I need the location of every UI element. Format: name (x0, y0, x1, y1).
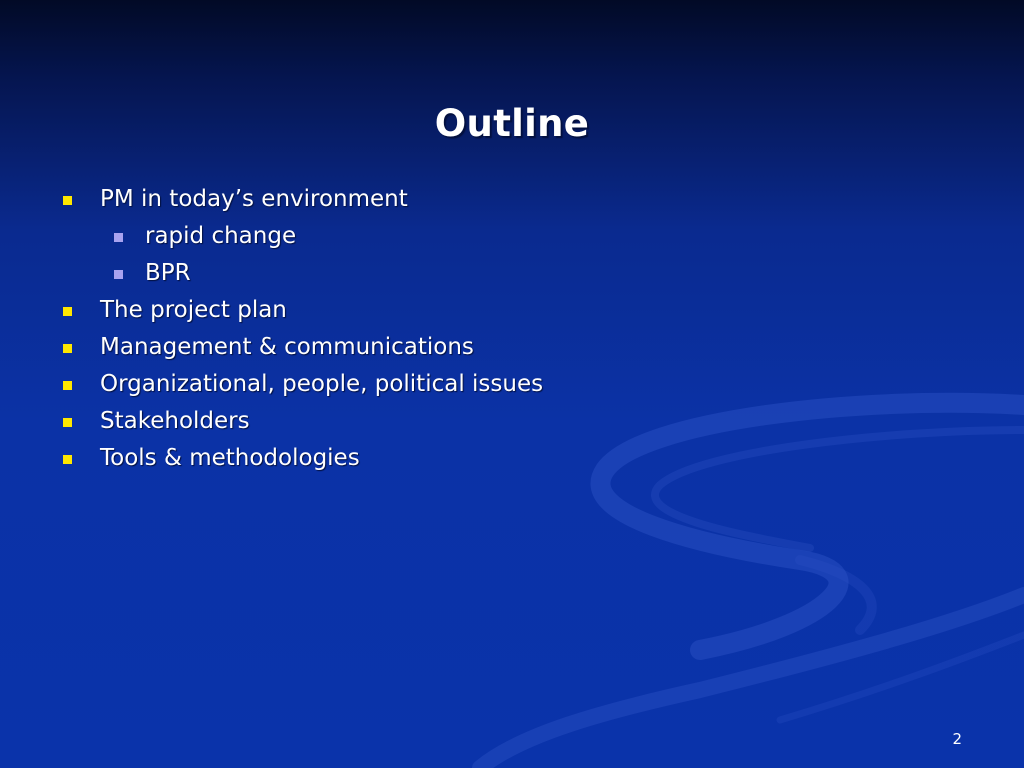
square-bullet-icon (63, 381, 72, 390)
list-item-text: Management & communications (100, 334, 474, 360)
list-item (0, 366, 1024, 403)
page-number: 2 (952, 730, 962, 748)
list-item-text: Tools & methodologies (100, 445, 360, 471)
square-bullet-icon (63, 196, 72, 205)
list-item-text: The project plan (100, 297, 287, 323)
slide-title: Outline (434, 102, 590, 145)
list-item-text: BPR (145, 260, 191, 286)
list-item-text: rapid change (145, 223, 297, 249)
list-item (0, 255, 1024, 292)
list-item (0, 181, 1024, 218)
square-bullet-icon (63, 455, 72, 464)
list-item-text: Organizational, people, political issues (100, 371, 544, 397)
list-item-text: Stakeholders (100, 408, 250, 434)
bullet-list (0, 181, 1024, 477)
list-item-text: PM in today’s environment (100, 186, 408, 212)
square-bullet-icon (63, 418, 72, 427)
list-item (0, 218, 1024, 255)
list-item (0, 292, 1024, 329)
square-bullet-icon (114, 270, 123, 279)
list-item (0, 329, 1024, 366)
list-item (0, 403, 1024, 440)
square-bullet-icon (63, 307, 72, 316)
list-item (0, 440, 1024, 477)
square-bullet-icon (63, 344, 72, 353)
square-bullet-icon (114, 233, 123, 242)
